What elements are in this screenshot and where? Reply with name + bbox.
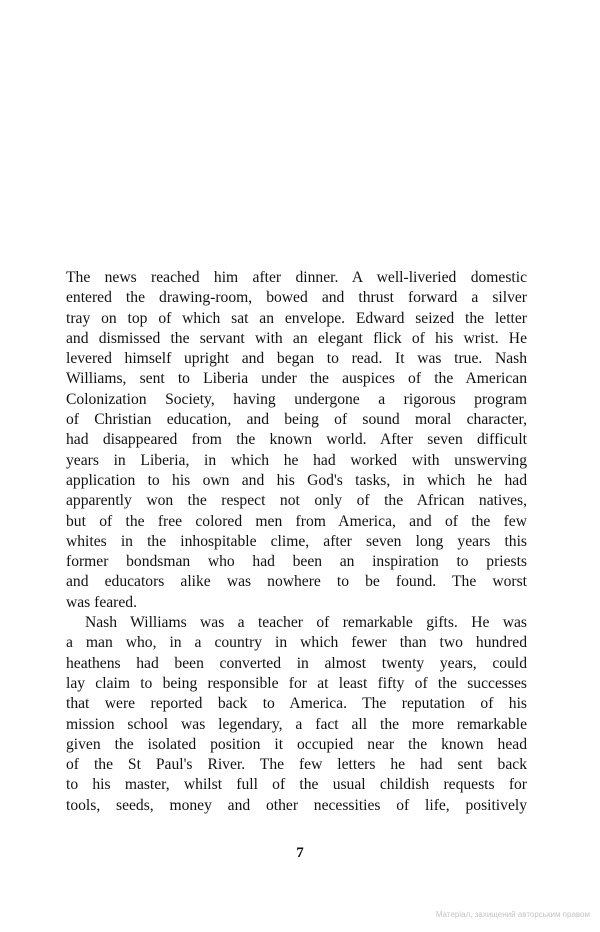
text-line: levered himself upright and began to read. It was true. Nash [66, 350, 527, 368]
paragraph [66, 613, 527, 816]
text-line: Nash Williams was a teacher of remarkable gifts. He was [85, 614, 527, 632]
copyright-watermark: Матеріал, захищений авторським правом [435, 910, 590, 919]
text-line: of Christian education, and being of sound moral character, [66, 411, 527, 429]
text-line: Williams, sent to Liberia under the auspices of the American [66, 370, 527, 388]
text-line: Colonization Society, having undergone a rigorous program [66, 390, 527, 408]
text-line: and educators alike was nowhere to be found. The worst [66, 573, 527, 591]
text-line: heathens had been converted in almost twenty years, could [66, 654, 527, 672]
text-line: was feared. [66, 593, 137, 611]
text-line: mission school was legendary, a fact all the more remarkable [66, 715, 527, 733]
text-line: application to his own and his God's tasks, in which he had [66, 471, 527, 489]
text-line: lay claim to being responsible for at least fifty of the successes [66, 674, 527, 692]
text-line: of the St Paul's River. The few letters he had sent back [66, 756, 527, 774]
text-line: had disappeared from the known world. After seven difficult [66, 431, 527, 449]
text-line: tools, seeds, money and other necessities of life, positively [66, 796, 527, 814]
text-line: and dismissed the servant with an elegant flick of his wrist. He [66, 329, 527, 347]
paragraph [66, 268, 527, 613]
text-line: whites in the inhospitable clime, after seven long years this [66, 532, 527, 550]
text-line: a man who, in a country in which fewer than two hundred [66, 634, 527, 652]
text-line: former bondsman who had been an inspiration to priests [66, 553, 527, 571]
text-line: to his master, whilst full of the usual childish requests for [66, 776, 527, 794]
text-line: tray on top of which sat an envelope. Edward seized the letter [66, 309, 527, 327]
page-number: 7 [296, 845, 304, 861]
text-line: The news reached him after dinner. A well-liveried domestic [66, 269, 527, 286]
body-text [66, 268, 527, 816]
text-line: but of the free colored men from America, and of the few [66, 512, 527, 530]
text-line: that were reported back to America. The reputation of his [66, 695, 527, 713]
text-line: years in Liberia, in which he had worked with unswerving [66, 451, 527, 469]
text-line: given the isolated position it occupied near the known head [66, 735, 527, 753]
text-line: apparently won the respect not only of the African natives, [66, 492, 527, 510]
text-line: entered the drawing-room, bowed and thrust forward a silver [66, 289, 527, 307]
